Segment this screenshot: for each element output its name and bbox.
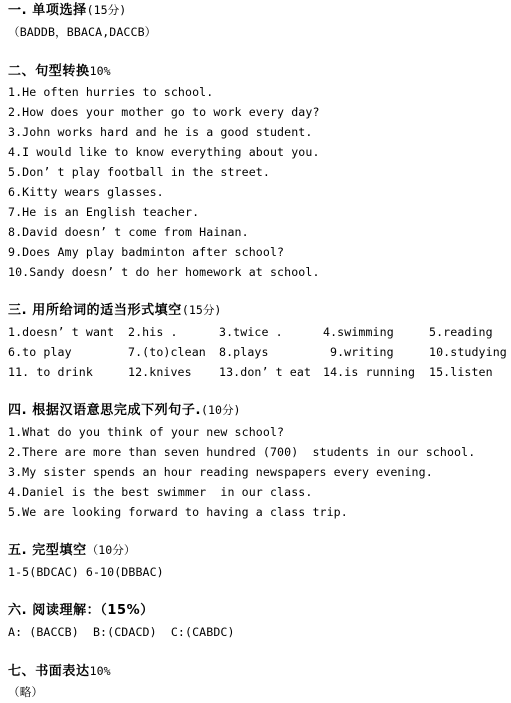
grid-cell: 6.to play [8, 345, 72, 359]
section-4-title: 四. 根据汉语意思完成下列句子. [8, 403, 202, 418]
section-2-line-9: 9.Does Amy play badminton after school? [8, 245, 285, 259]
section-2-line-4: 4.I would like to know everything about you. [8, 145, 320, 159]
section-2-line-2: 2.How does your mother go to work every day? [8, 105, 320, 119]
section-7-answers: （略） [8, 685, 44, 699]
section-6-heading [8, 602, 154, 619]
section-6-title: 六. 阅读理解：（15%） [8, 603, 154, 618]
grid-cell: 8.plays [219, 345, 269, 359]
grid-cell: 9.writing [330, 345, 394, 359]
section-5-score: （10分） [86, 543, 136, 557]
section-4-line-2: 2.There are more than seven hundred (700) students in our school. [8, 445, 476, 459]
section-2-heading [8, 63, 111, 80]
section-4-line-5: 5.We are looking forward to having a class trip. [8, 505, 348, 519]
grid-cell: 10.studying [429, 345, 507, 359]
grid-cell: 14.is running [323, 365, 416, 379]
grid-cell: 5.reading [429, 325, 493, 339]
section-1-heading [8, 2, 126, 19]
section-2-score: 10% [89, 64, 111, 78]
grid-cell: 15.listen [429, 365, 493, 379]
grid-cell: 4.swimming [323, 325, 394, 339]
section-3-score: (15分) [181, 303, 222, 317]
section-2-title: 二、句型转换 [8, 64, 90, 79]
section-2-line-6: 6.Kitty wears glasses. [8, 185, 164, 199]
section-2-line-7: 7.He is an English teacher. [8, 205, 200, 219]
section-7-score: 10% [89, 664, 111, 678]
section-2-line-1: 1.He often hurries to school. [8, 85, 214, 99]
grid-cell: 11. to drink [8, 365, 93, 379]
section-5-answers: 1-5(BDCAC) 6-10(DBBAC) [8, 565, 164, 579]
section-7-heading [8, 663, 111, 680]
section-2-line-5: 5.Don’ t play football in the street. [8, 165, 270, 179]
section-4-line-4: 4.Daniel is the best swimmer in our class. [8, 485, 313, 499]
grid-cell: 3.twice . [219, 325, 283, 339]
section-1-score: (15分) [86, 3, 127, 17]
section-5-title: 五. 完型填空 [8, 543, 87, 558]
section-4-score: (10分) [201, 403, 241, 417]
grid-cell: 2.his . [128, 325, 178, 339]
section-2-line-8: 8.David doesn’ t come from Hainan. [8, 225, 249, 239]
grid-cell: 7.(to)clean [128, 345, 206, 359]
grid-cell: 12.knives [128, 365, 192, 379]
section-3-heading [8, 302, 221, 319]
grid-cell: 1.doesn’ t want [8, 325, 115, 339]
grid-cell: 13.don’ t eat [219, 365, 312, 379]
section-1-title: 一. 单项选择 [8, 3, 87, 18]
section-4-line-1: 1.What do you think of your new school? [8, 425, 285, 439]
section-4-line-3: 3.My sister spends an hour reading newspapers every evening. [8, 465, 433, 479]
section-2-line-10: 10.Sandy doesn’ t do her homework at school. [8, 265, 320, 279]
section-1-answers: （BADDB，BBACA,DACCB） [8, 25, 157, 39]
section-4-heading [8, 402, 241, 419]
section-2-line-3: 3.John works hard and he is a good student. [8, 125, 313, 139]
section-5-heading [8, 542, 135, 559]
section-3-title: 三. 用所给词的适当形式填空 [8, 303, 182, 318]
section-6-answers: A: (BACCB) B:(CDACD) C:(CABDC) [8, 625, 235, 639]
section-7-title: 七、书面表达 [8, 664, 90, 679]
